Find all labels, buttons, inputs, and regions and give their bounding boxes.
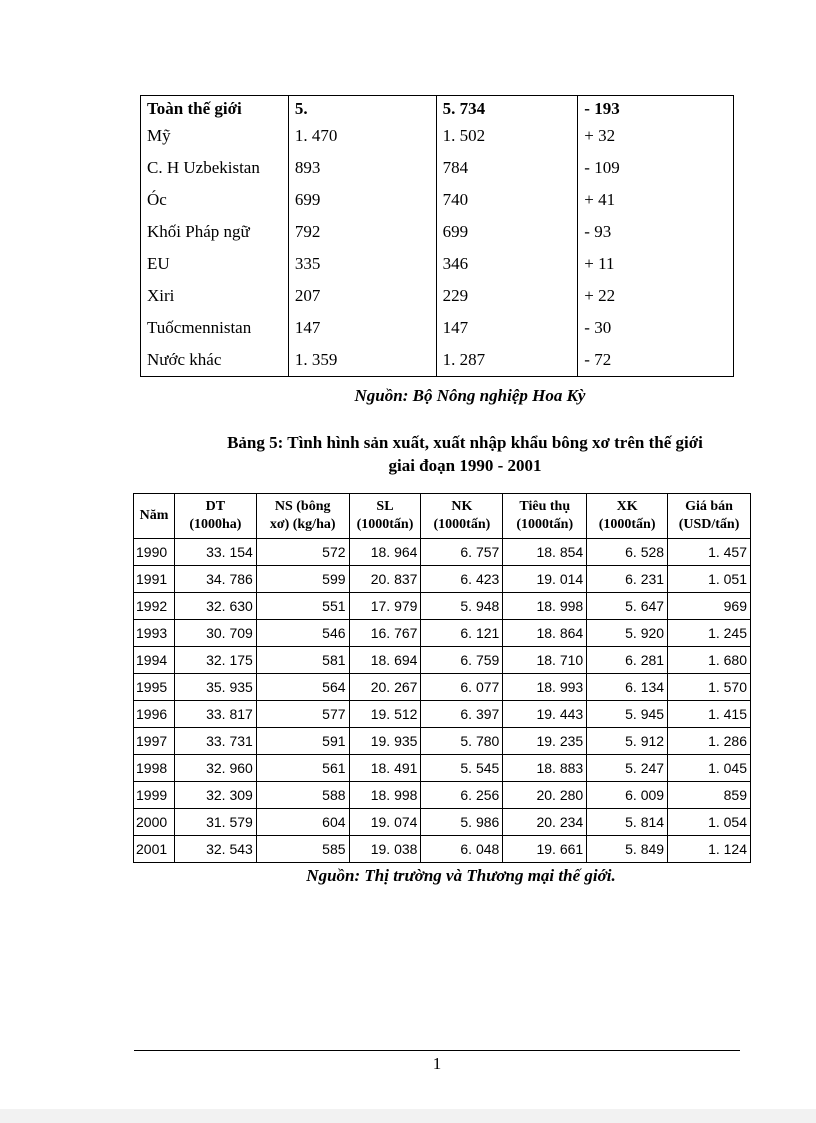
table1-cell: 893 bbox=[288, 152, 436, 184]
world-cotton-table-header bbox=[134, 494, 751, 539]
table2-year-cell: 1993 bbox=[134, 620, 175, 647]
table1-cell: - 72 bbox=[578, 344, 734, 377]
table2-year-cell: 1997 bbox=[134, 728, 175, 755]
header-line2: (1000ha) bbox=[189, 517, 242, 532]
table1-cell: - 30 bbox=[578, 312, 734, 344]
table1-row bbox=[141, 280, 734, 312]
table2-cell: 6. 077 bbox=[421, 674, 503, 701]
table2-cell: 577 bbox=[256, 701, 349, 728]
table2-cell: 599 bbox=[256, 566, 349, 593]
table1-cell: + 22 bbox=[578, 280, 734, 312]
table1-cell: + 11 bbox=[578, 248, 734, 280]
table2-header-cell bbox=[668, 494, 751, 539]
table2-cell: 6. 121 bbox=[421, 620, 503, 647]
table2-cell: 6. 397 bbox=[421, 701, 503, 728]
table1-cell: 699 bbox=[288, 184, 436, 216]
table1-cell: C. H Uzbekistan bbox=[147, 158, 260, 177]
header-line2: xơ) (kg/ha) bbox=[269, 517, 336, 532]
table2-cell: 1. 245 bbox=[668, 620, 751, 647]
table2-cell: 30. 709 bbox=[174, 620, 256, 647]
table2-cell: 18. 854 bbox=[503, 539, 587, 566]
table2-cell: 1. 286 bbox=[668, 728, 751, 755]
table2-cell: 19. 038 bbox=[349, 836, 421, 863]
table2-header-cell bbox=[256, 494, 349, 539]
table2-cell: 6. 281 bbox=[587, 647, 668, 674]
table2-year-cell: 1996 bbox=[134, 701, 175, 728]
table2-cell: 6. 759 bbox=[421, 647, 503, 674]
table2-cell: 969 bbox=[668, 593, 751, 620]
header-line2: (USD/tấn) bbox=[678, 517, 740, 532]
table2-cell: 5. 780 bbox=[421, 728, 503, 755]
table2-cell: 6. 256 bbox=[421, 782, 503, 809]
table2-header-cell bbox=[421, 494, 503, 539]
table2-cell: 546 bbox=[256, 620, 349, 647]
table2-cell: 19. 014 bbox=[503, 566, 587, 593]
table2-row bbox=[134, 701, 751, 728]
table2-cell: 32. 630 bbox=[174, 593, 256, 620]
table2-cell: 551 bbox=[256, 593, 349, 620]
table2-cell: 20. 234 bbox=[503, 809, 587, 836]
table2-cell: 561 bbox=[256, 755, 349, 782]
table2-cell: 19. 235 bbox=[503, 728, 587, 755]
table2-cell: 18. 998 bbox=[349, 782, 421, 809]
table2-row bbox=[134, 755, 751, 782]
table2-header-cell bbox=[587, 494, 668, 539]
table2-cell: 5. 849 bbox=[587, 836, 668, 863]
table2-cell: 5. 647 bbox=[587, 593, 668, 620]
table2-cell: 18. 864 bbox=[503, 620, 587, 647]
table2-cell: 18. 998 bbox=[503, 593, 587, 620]
table1-cell: 346 bbox=[436, 248, 578, 280]
table1-cell: + 32 bbox=[578, 120, 734, 152]
header-line1: Tiêu thụ bbox=[519, 499, 571, 514]
table2-cell: 859 bbox=[668, 782, 751, 809]
table2-cell: 35. 935 bbox=[174, 674, 256, 701]
table2-cell: 6. 048 bbox=[421, 836, 503, 863]
header-line2: (1000tấn) bbox=[516, 517, 574, 532]
table1-cell: - 193 bbox=[578, 96, 734, 121]
cotton-trade-table bbox=[140, 95, 734, 377]
table2-header-cell bbox=[174, 494, 256, 539]
table2-year-cell: 2000 bbox=[134, 809, 175, 836]
table2-cell: 6. 009 bbox=[587, 782, 668, 809]
table2-cell: 585 bbox=[256, 836, 349, 863]
table2-header-cell bbox=[134, 494, 175, 539]
table2-cell: 588 bbox=[256, 782, 349, 809]
table1-row bbox=[141, 216, 734, 248]
table1-row bbox=[141, 152, 734, 184]
table2-title-line2: giai đoạn 1990 - 2001 bbox=[388, 456, 542, 475]
table2-row bbox=[134, 728, 751, 755]
header-line1: Giá bán bbox=[685, 499, 733, 514]
table1-row bbox=[141, 344, 734, 377]
table1-cell: Mỹ bbox=[147, 126, 171, 145]
table1-cell: Nước khác bbox=[147, 350, 222, 369]
table2-cell: 19. 661 bbox=[503, 836, 587, 863]
table2-header-cell bbox=[349, 494, 421, 539]
table1-cell: 784 bbox=[436, 152, 578, 184]
table2-cell: 1. 570 bbox=[668, 674, 751, 701]
table2-cell: 18. 883 bbox=[503, 755, 587, 782]
table2-cell: 17. 979 bbox=[349, 593, 421, 620]
table2-cell: 604 bbox=[256, 809, 349, 836]
table2-cell: 6. 231 bbox=[587, 566, 668, 593]
table2-cell: 16. 767 bbox=[349, 620, 421, 647]
header-line1: NS (bông bbox=[274, 499, 331, 514]
table2-cell: 591 bbox=[256, 728, 349, 755]
table2-cell: 19. 074 bbox=[349, 809, 421, 836]
table2-title-line1: Bảng 5: Tình hình sản xuất, xuất nhập khẩu bông xơ trên thế giới bbox=[227, 433, 703, 452]
table1-cell: + 41 bbox=[578, 184, 734, 216]
table1-cell: EU bbox=[147, 254, 170, 273]
table1-cell: 699 bbox=[436, 216, 578, 248]
table2-row bbox=[134, 593, 751, 620]
table1-cell: Khối Pháp ngữ bbox=[147, 222, 250, 241]
table2-cell: 5. 545 bbox=[421, 755, 503, 782]
table2-year-cell: 2001 bbox=[134, 836, 175, 863]
table1-cell: 1. 287 bbox=[436, 344, 578, 377]
table2-cell: 19. 935 bbox=[349, 728, 421, 755]
table2-cell: 5. 920 bbox=[587, 620, 668, 647]
table2-cell: 33. 817 bbox=[174, 701, 256, 728]
table1-cell: - 109 bbox=[578, 152, 734, 184]
table2-cell: 5. 948 bbox=[421, 593, 503, 620]
table1-cell: Óc bbox=[147, 190, 167, 209]
header-line2: (1000tấn) bbox=[356, 517, 414, 532]
header-line1: NK bbox=[451, 499, 473, 514]
table2-cell: 20. 267 bbox=[349, 674, 421, 701]
table2-cell: 6. 134 bbox=[587, 674, 668, 701]
table2-cell: 572 bbox=[256, 539, 349, 566]
table2-cell: 20. 280 bbox=[503, 782, 587, 809]
table1-cell: Tuốcmennistan bbox=[147, 318, 252, 337]
table2-cell: 32. 960 bbox=[174, 755, 256, 782]
table2-year-cell: 1998 bbox=[134, 755, 175, 782]
table2-cell: 18. 964 bbox=[349, 539, 421, 566]
table2-cell: 5. 912 bbox=[587, 728, 668, 755]
table1-cell: 792 bbox=[288, 216, 436, 248]
table2-year-cell: 1990 bbox=[134, 539, 175, 566]
table2-cell: 32. 543 bbox=[174, 836, 256, 863]
table2-cell: 1. 051 bbox=[668, 566, 751, 593]
table1-cell: - 93 bbox=[578, 216, 734, 248]
table1-cell: 207 bbox=[288, 280, 436, 312]
table2-cell: 19. 443 bbox=[503, 701, 587, 728]
cotton-trade-table-body bbox=[141, 96, 734, 377]
table1-row bbox=[141, 120, 734, 152]
table2-cell: 1. 054 bbox=[668, 809, 751, 836]
page-bottom-strip bbox=[0, 1109, 816, 1123]
table2-row bbox=[134, 539, 751, 566]
table2-cell: 20. 837 bbox=[349, 566, 421, 593]
footer-divider bbox=[134, 1050, 740, 1051]
table2-cell: 33. 731 bbox=[174, 728, 256, 755]
table2-cell: 5. 247 bbox=[587, 755, 668, 782]
header-line2: (1000tấn) bbox=[598, 517, 656, 532]
world-cotton-table-body bbox=[134, 539, 751, 863]
table1-source: Nguồn: Bộ Nông nghiệp Hoa Kỳ bbox=[354, 386, 586, 405]
table2-row bbox=[134, 620, 751, 647]
table1-cell: 335 bbox=[288, 248, 436, 280]
table2-row bbox=[134, 674, 751, 701]
table2-cell: 18. 694 bbox=[349, 647, 421, 674]
table2-cell: 1. 124 bbox=[668, 836, 751, 863]
header-line1: XK bbox=[616, 499, 638, 514]
table2-cell: 564 bbox=[256, 674, 349, 701]
table1-cell: 5. 734 bbox=[436, 96, 578, 121]
table2-year-cell: 1991 bbox=[134, 566, 175, 593]
table1-cell: 147 bbox=[288, 312, 436, 344]
table1-row bbox=[141, 312, 734, 344]
table1-cell: Toàn thế giới bbox=[147, 98, 242, 118]
table1-cell: 1. 359 bbox=[288, 344, 436, 377]
table2-cell: 1. 680 bbox=[668, 647, 751, 674]
table2-year-cell: 1995 bbox=[134, 674, 175, 701]
table2-cell: 6. 757 bbox=[421, 539, 503, 566]
table2-row bbox=[134, 782, 751, 809]
header-line2: (1000tấn) bbox=[433, 517, 491, 532]
header-line1: SL bbox=[376, 499, 394, 514]
table1-row bbox=[141, 184, 734, 216]
table2-year-cell: 1992 bbox=[134, 593, 175, 620]
header-line1: DT bbox=[205, 499, 226, 514]
table2-cell: 32. 309 bbox=[174, 782, 256, 809]
table2-cell: 34. 786 bbox=[174, 566, 256, 593]
table2-cell: 18. 491 bbox=[349, 755, 421, 782]
header-line1: Năm bbox=[139, 508, 169, 523]
table2-cell: 1. 415 bbox=[668, 701, 751, 728]
table2-cell: 18. 993 bbox=[503, 674, 587, 701]
world-cotton-table bbox=[133, 493, 751, 863]
table2-cell: 5. 945 bbox=[587, 701, 668, 728]
table2-row bbox=[134, 566, 751, 593]
table1-cell: 5. bbox=[288, 96, 436, 121]
table1-cell: 740 bbox=[436, 184, 578, 216]
table2-cell: 19. 512 bbox=[349, 701, 421, 728]
table2-cell: 1. 457 bbox=[668, 539, 751, 566]
table2-cell: 33. 154 bbox=[174, 539, 256, 566]
page-number: 1 bbox=[432, 1054, 442, 1073]
table2-year-cell: 1994 bbox=[134, 647, 175, 674]
table1-cell: 229 bbox=[436, 280, 578, 312]
table2-row bbox=[134, 836, 751, 863]
table2-cell: 6. 528 bbox=[587, 539, 668, 566]
table1-cell: 147 bbox=[436, 312, 578, 344]
table2-cell: 32. 175 bbox=[174, 647, 256, 674]
table2-cell: 31. 579 bbox=[174, 809, 256, 836]
table2-source: Nguồn: Thị trường và Thương mại thế giới. bbox=[306, 866, 616, 885]
table2-cell: 1. 045 bbox=[668, 755, 751, 782]
table2-header-cell bbox=[503, 494, 587, 539]
table2-row bbox=[134, 809, 751, 836]
table2-cell: 6. 423 bbox=[421, 566, 503, 593]
table1-row bbox=[141, 248, 734, 280]
table2-cell: 5. 986 bbox=[421, 809, 503, 836]
table2-row bbox=[134, 647, 751, 674]
table2-cell: 581 bbox=[256, 647, 349, 674]
table2-cell: 5. 814 bbox=[587, 809, 668, 836]
table2-cell: 18. 710 bbox=[503, 647, 587, 674]
table1-cell: 1. 502 bbox=[436, 120, 578, 152]
table1-cell: 1. 470 bbox=[288, 120, 436, 152]
table1-cell: Xiri bbox=[147, 286, 175, 305]
table2-year-cell: 1999 bbox=[134, 782, 175, 809]
table2-title bbox=[170, 431, 760, 477]
table1-row bbox=[141, 96, 734, 121]
